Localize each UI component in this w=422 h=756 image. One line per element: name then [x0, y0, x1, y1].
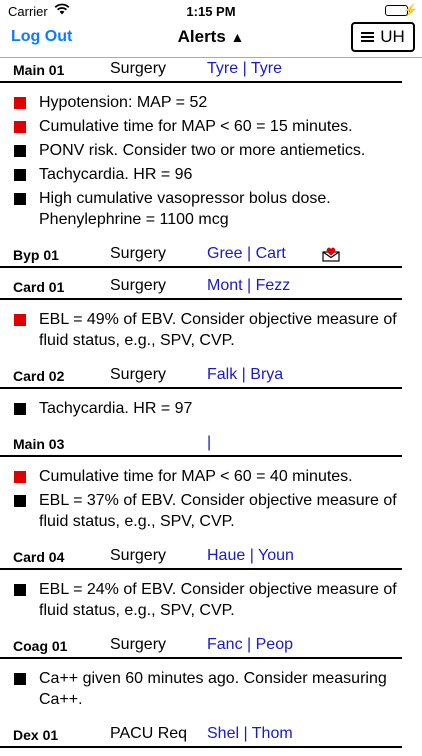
- case-status: Surgery: [110, 366, 167, 383]
- case-divider: [0, 455, 402, 457]
- warning-severity-icon: [14, 193, 26, 205]
- alert-item[interactable]: [0, 466, 422, 487]
- alert-item[interactable]: [0, 668, 422, 710]
- alert-text: Tachycardia. HR = 97: [39, 400, 193, 417]
- charging-bolt-icon: ⚡: [403, 3, 418, 17]
- alert-item[interactable]: [0, 490, 422, 532]
- alert-group: [0, 659, 422, 724]
- case-room: Byp 01: [13, 247, 59, 263]
- case-divider: [0, 746, 402, 748]
- warning-severity-icon: [14, 673, 26, 685]
- alert-item[interactable]: [0, 579, 422, 621]
- case-providers[interactable]: Haue | Youn: [207, 547, 294, 564]
- warning-severity-icon: [14, 495, 26, 507]
- case-providers[interactable]: |: [207, 434, 212, 451]
- case-status: Surgery: [110, 636, 167, 653]
- clock: 1:15 PM: [186, 4, 236, 19]
- nav-divider: [0, 57, 422, 58]
- case-status: PACU Req: [110, 725, 188, 742]
- alert-item[interactable]: [0, 398, 422, 419]
- carrier-label: Carrier: [8, 4, 48, 19]
- case-divider: [0, 266, 402, 268]
- case-header[interactable]: [0, 724, 422, 748]
- case-room: Dex 01: [13, 727, 59, 743]
- case-room: Main 03: [13, 436, 65, 452]
- case-header[interactable]: [0, 635, 422, 659]
- critical-severity-icon: [14, 314, 26, 326]
- critical-severity-icon: [14, 471, 26, 483]
- case-room: Card 01: [13, 279, 65, 295]
- menu-button[interactable]: [351, 22, 415, 52]
- sort-up-icon: ▲: [230, 29, 245, 45]
- case-spacer: [0, 268, 422, 276]
- alert-text: PONV risk. Consider two or more antiemetics.: [39, 142, 366, 159]
- alert-item[interactable]: [0, 140, 422, 161]
- alert-group: [0, 570, 422, 635]
- case-header[interactable]: [0, 546, 422, 570]
- alert-group: [0, 457, 422, 546]
- page-title-text: Alerts: [177, 27, 226, 46]
- alert-text: EBL = 24% of EBV. Consider objective measure of fluid status, e.g., SPV, CVP.: [39, 581, 397, 619]
- case-header[interactable]: [0, 59, 422, 83]
- critical-severity-icon: [14, 121, 26, 133]
- alert-text: EBL = 37% of EBV. Consider objective measure of fluid status, e.g., SPV, CVP.: [39, 492, 397, 530]
- alert-item[interactable]: [0, 164, 422, 185]
- alert-group: [0, 389, 422, 433]
- alert-item[interactable]: [0, 92, 422, 113]
- case-divider: [0, 387, 402, 389]
- case-room: Main 01: [13, 62, 65, 78]
- case-providers[interactable]: Fanc | Peop: [207, 636, 293, 653]
- case-divider: [0, 298, 402, 300]
- warning-severity-icon: [14, 145, 26, 157]
- case-header[interactable]: [0, 244, 422, 268]
- alert-text: Cumulative time for MAP < 60 = 15 minutes.: [39, 118, 353, 135]
- alert-text: High cumulative vasopressor bolus dose. Phenylephrine = 1100 mcg: [39, 190, 331, 228]
- case-providers[interactable]: Mont | Fezz: [207, 277, 291, 294]
- case-header[interactable]: [0, 433, 422, 457]
- alerts-list[interactable]: [0, 59, 422, 756]
- case-header[interactable]: [0, 276, 422, 300]
- status-bar: [0, 0, 422, 22]
- case-divider: [0, 657, 402, 659]
- alert-group: [0, 300, 422, 365]
- alert-group: [0, 83, 422, 244]
- heart-message-icon[interactable]: [322, 247, 340, 267]
- navigation-bar: [0, 22, 422, 58]
- warning-severity-icon: [14, 584, 26, 596]
- alert-item[interactable]: [0, 309, 422, 351]
- warning-severity-icon: [14, 169, 26, 181]
- case-status: Surgery: [110, 547, 167, 564]
- case-providers[interactable]: Falk | Brya: [207, 366, 284, 383]
- alert-text: Hypotension: MAP = 52: [39, 94, 208, 111]
- case-providers[interactable]: Gree | Cart: [207, 245, 286, 262]
- alert-text: Tachycardia. HR = 96: [39, 166, 193, 183]
- hamburger-icon: [361, 32, 374, 42]
- alert-text: Cumulative time for MAP < 60 = 40 minutes.: [39, 468, 353, 485]
- case-divider: [0, 568, 402, 570]
- alert-text: EBL = 49% of EBV. Consider objective measure of fluid status, e.g., SPV, CVP.: [39, 311, 397, 349]
- menu-button-label: UH: [380, 27, 405, 46]
- case-room: Card 02: [13, 368, 65, 384]
- critical-severity-icon: [14, 97, 26, 109]
- case-providers[interactable]: Shel | Thom: [207, 725, 293, 742]
- case-status: Surgery: [110, 277, 167, 294]
- case-status: Surgery: [110, 60, 167, 77]
- alert-text: Ca++ given 60 minutes ago. Consider measuring Ca++.: [39, 670, 387, 708]
- case-room: Card 04: [13, 549, 65, 565]
- case-room: Coag 01: [13, 638, 68, 654]
- case-providers[interactable]: Tyre | Tyre: [207, 60, 282, 77]
- case-header[interactable]: [0, 365, 422, 389]
- alert-item[interactable]: [0, 116, 422, 137]
- warning-severity-icon: [14, 403, 26, 415]
- logout-button[interactable]: Log Out: [11, 28, 73, 45]
- case-divider: [0, 81, 402, 83]
- case-status: Surgery: [110, 245, 167, 262]
- case-spacer: [0, 748, 422, 756]
- alert-item[interactable]: [0, 188, 422, 230]
